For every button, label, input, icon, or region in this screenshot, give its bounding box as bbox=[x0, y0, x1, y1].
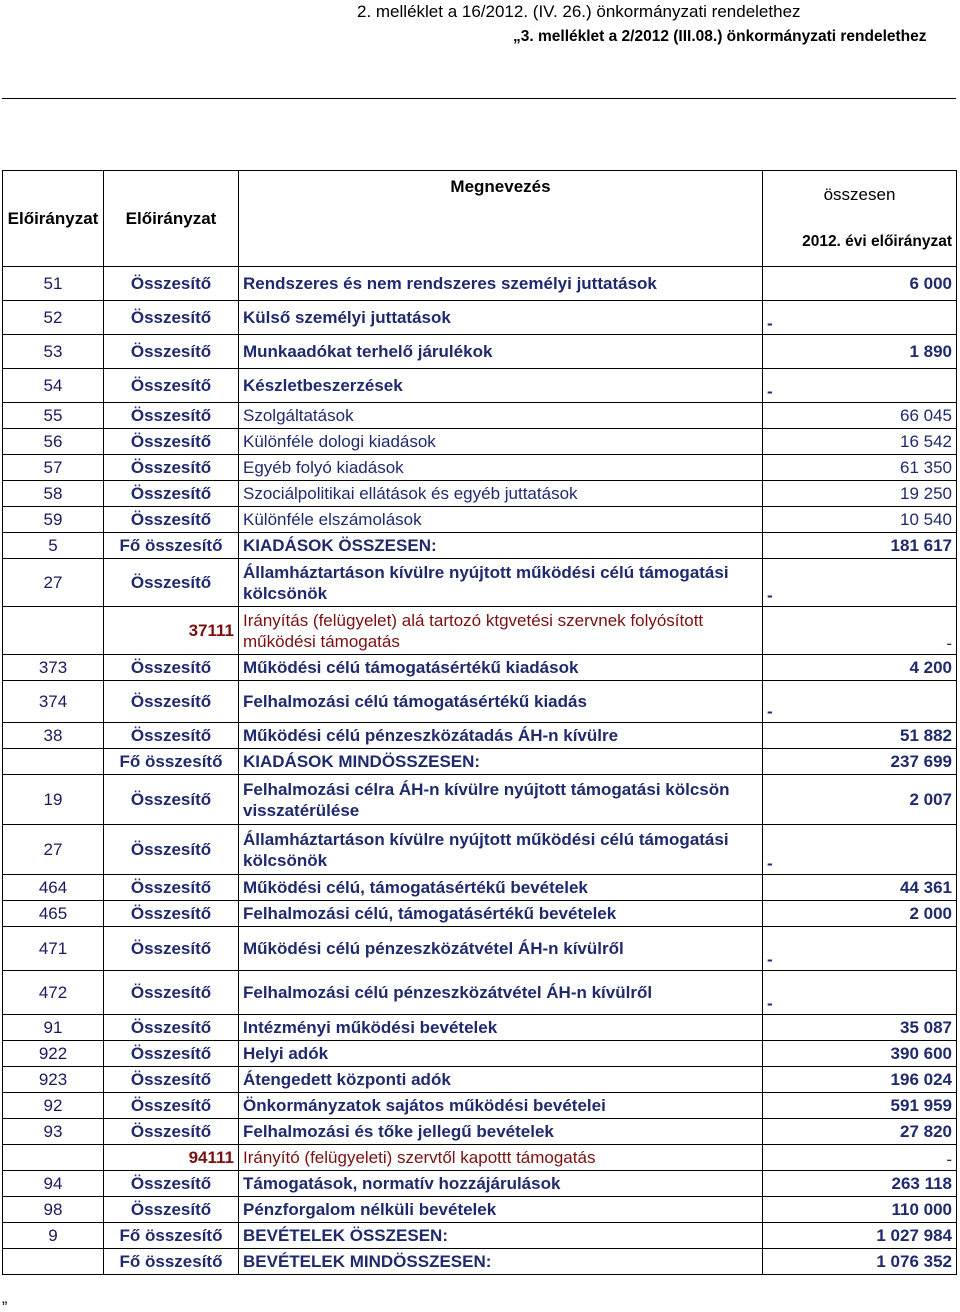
row-amount: - bbox=[763, 301, 957, 335]
row-amount: - bbox=[763, 1145, 957, 1171]
row-type: Összesítő bbox=[104, 1093, 239, 1119]
row-name: KIADÁSOK ÖSSZESEN: bbox=[239, 533, 763, 559]
row-amount: 66 045 bbox=[763, 403, 957, 429]
row-name: Szociálpolitikai ellátások és egyéb juttatások bbox=[239, 481, 763, 507]
row-name: Felhalmozási célra ÁH-n kívülre nyújtott támogatási kölcsön visszatérülése bbox=[239, 775, 763, 825]
row-code: 53 bbox=[3, 335, 104, 369]
row-type: Összesítő bbox=[104, 681, 239, 723]
table-row bbox=[3, 1041, 957, 1067]
row-code: 54 bbox=[3, 369, 104, 403]
row-code: 5 bbox=[3, 533, 104, 559]
table-row bbox=[3, 1067, 957, 1093]
row-code: 98 bbox=[3, 1197, 104, 1223]
table-row bbox=[3, 681, 957, 723]
row-code: 465 bbox=[3, 901, 104, 927]
row-type: Összesítő bbox=[104, 1041, 239, 1067]
row-amount: - bbox=[763, 607, 957, 655]
row-code: 27 bbox=[3, 825, 104, 875]
row-code bbox=[3, 1249, 104, 1275]
table-row bbox=[3, 655, 957, 681]
row-amount: 110 000 bbox=[763, 1197, 957, 1223]
table-row bbox=[3, 927, 957, 971]
row-code: 471 bbox=[3, 927, 104, 971]
row-code: 58 bbox=[3, 481, 104, 507]
row-amount: 2 000 bbox=[763, 901, 957, 927]
row-name: Irányítás (felügyelet) alá tartozó ktgvetési szervnek folyósított működési támogatás bbox=[239, 607, 763, 655]
header-col-type: Előirányzat bbox=[104, 171, 239, 267]
row-name: Rendszeres és nem rendszeres személyi juttatások bbox=[239, 267, 763, 301]
row-name: Pénzforgalom nélküli bevételek bbox=[239, 1197, 763, 1223]
row-amount: 1 076 352 bbox=[763, 1249, 957, 1275]
row-name: Munkaadókat terhelő járulékok bbox=[239, 335, 763, 369]
table-row bbox=[3, 429, 957, 455]
row-type: Összesítő bbox=[104, 927, 239, 971]
row-type: Összesítő bbox=[104, 723, 239, 749]
row-type: Fő összesítő bbox=[104, 533, 239, 559]
row-type: Összesítő bbox=[104, 655, 239, 681]
row-amount: 2 007 bbox=[763, 775, 957, 825]
row-type: Összesítő bbox=[104, 335, 239, 369]
header-col-name: Megnevezés bbox=[239, 171, 763, 267]
row-type: Összesítő bbox=[104, 369, 239, 403]
row-amount: 1 890 bbox=[763, 335, 957, 369]
table-row bbox=[3, 301, 957, 335]
row-amount: 4 200 bbox=[763, 655, 957, 681]
row-amount: - bbox=[763, 559, 957, 607]
row-name: Felhalmozási célú támogatásértékű kiadás bbox=[239, 681, 763, 723]
header-col-year: 2012. évi előirányzat bbox=[763, 219, 957, 267]
row-code: 27 bbox=[3, 559, 104, 607]
row-amount: 196 024 bbox=[763, 1067, 957, 1093]
row-type: Összesítő bbox=[104, 1119, 239, 1145]
row-amount: - bbox=[763, 927, 957, 971]
header-col-total: összesen bbox=[763, 171, 957, 219]
row-code: 92 bbox=[3, 1093, 104, 1119]
table-row bbox=[3, 481, 957, 507]
row-code: 91 bbox=[3, 1015, 104, 1041]
row-name: Államháztartáson kívülre nyújtott működési célú támogatási kölcsönök bbox=[239, 825, 763, 875]
row-name: Különféle elszámolások bbox=[239, 507, 763, 533]
header-col-code: Előirányzat bbox=[3, 171, 104, 267]
row-amount: 27 820 bbox=[763, 1119, 957, 1145]
row-name: Felhalmozási célú, támogatásértékű bevételek bbox=[239, 901, 763, 927]
row-amount: 390 600 bbox=[763, 1041, 957, 1067]
row-code: 51 bbox=[3, 267, 104, 301]
row-name: Intézményi működési bevételek bbox=[239, 1015, 763, 1041]
row-name: Működési célú, támogatásértékű bevételek bbox=[239, 875, 763, 901]
row-type: Összesítő bbox=[104, 875, 239, 901]
row-type: Összesítő bbox=[104, 901, 239, 927]
row-amount: - bbox=[763, 369, 957, 403]
row-amount: 61 350 bbox=[763, 455, 957, 481]
row-amount: 19 250 bbox=[763, 481, 957, 507]
header-rule bbox=[2, 98, 956, 99]
row-amount: 44 361 bbox=[763, 875, 957, 901]
row-code: 923 bbox=[3, 1067, 104, 1093]
row-code bbox=[3, 1145, 104, 1171]
row-type: Összesítő bbox=[104, 403, 239, 429]
row-name: Önkormányzatok sajátos működési bevételei bbox=[239, 1093, 763, 1119]
row-type: Összesítő bbox=[104, 775, 239, 825]
row-amount: - bbox=[763, 971, 957, 1015]
row-name: Átengedett központi adók bbox=[239, 1067, 763, 1093]
table-row bbox=[3, 1093, 957, 1119]
table-row bbox=[3, 533, 957, 559]
row-name: KIADÁSOK MINDÖSSZESEN: bbox=[239, 749, 763, 775]
row-name: Működési célú pénzeszközátvétel ÁH-n kívülről bbox=[239, 927, 763, 971]
row-type: 94111 bbox=[104, 1145, 239, 1171]
row-amount: 35 087 bbox=[763, 1015, 957, 1041]
row-type: Összesítő bbox=[104, 1015, 239, 1041]
table-row bbox=[3, 775, 957, 825]
row-name: Helyi adók bbox=[239, 1041, 763, 1067]
row-type: Fő összesítő bbox=[104, 1249, 239, 1275]
row-type: Összesítő bbox=[104, 301, 239, 335]
table-row bbox=[3, 607, 957, 655]
row-amount: - bbox=[763, 825, 957, 875]
budget-table bbox=[2, 170, 957, 1275]
row-type: Összesítő bbox=[104, 1067, 239, 1093]
table-row bbox=[3, 267, 957, 301]
annex-subtitle: „3. melléklet a 2/2012 (III.08.) önkormányzati rendelethez bbox=[513, 28, 927, 45]
row-name: Felhalmozási célú pénzeszközátvétel ÁH-n kívülről bbox=[239, 971, 763, 1015]
table-row bbox=[3, 403, 957, 429]
row-name: Egyéb folyó kiadások bbox=[239, 455, 763, 481]
row-code: 374 bbox=[3, 681, 104, 723]
row-type: Összesítő bbox=[104, 559, 239, 607]
table-row bbox=[3, 901, 957, 927]
row-name: Készletbeszerzések bbox=[239, 369, 763, 403]
row-type: Összesítő bbox=[104, 1197, 239, 1223]
row-code: 52 bbox=[3, 301, 104, 335]
row-name: Külső személyi juttatások bbox=[239, 301, 763, 335]
row-type: Összesítő bbox=[104, 971, 239, 1015]
row-name: Irányító (felügyeleti) szervtől kapottt támogatás bbox=[239, 1145, 763, 1171]
table-row bbox=[3, 1197, 957, 1223]
table-row bbox=[3, 507, 957, 533]
row-amount: 181 617 bbox=[763, 533, 957, 559]
row-amount: 263 118 bbox=[763, 1171, 957, 1197]
row-type: Összesítő bbox=[104, 429, 239, 455]
row-code: 373 bbox=[3, 655, 104, 681]
row-type: Összesítő bbox=[104, 1171, 239, 1197]
row-name: Működési célú pénzeszközátadás ÁH-n kívülre bbox=[239, 723, 763, 749]
row-code bbox=[3, 607, 104, 655]
row-amount: 591 959 bbox=[763, 1093, 957, 1119]
row-name: Államháztartáson kívülre nyújtott működési célú támogatási kölcsönök bbox=[239, 559, 763, 607]
row-code: 19 bbox=[3, 775, 104, 825]
row-amount: 51 882 bbox=[763, 723, 957, 749]
table-row bbox=[3, 369, 957, 403]
row-type: Fő összesítő bbox=[104, 1223, 239, 1249]
row-amount: 16 542 bbox=[763, 429, 957, 455]
row-name: Szolgáltatások bbox=[239, 403, 763, 429]
row-code: 922 bbox=[3, 1041, 104, 1067]
table-row bbox=[3, 1015, 957, 1041]
row-amount: 6 000 bbox=[763, 267, 957, 301]
row-name: Támogatások, normatív hozzájárulások bbox=[239, 1171, 763, 1197]
row-code: 59 bbox=[3, 507, 104, 533]
row-amount: 237 699 bbox=[763, 749, 957, 775]
table-row bbox=[3, 1223, 957, 1249]
row-type: Összesítő bbox=[104, 455, 239, 481]
row-code: 472 bbox=[3, 971, 104, 1015]
row-code: 94 bbox=[3, 1171, 104, 1197]
table-row bbox=[3, 1145, 957, 1171]
row-name: Felhalmozási és tőke jellegű bevételek bbox=[239, 1119, 763, 1145]
table-row bbox=[3, 335, 957, 369]
row-amount: - bbox=[763, 681, 957, 723]
table-row bbox=[3, 1119, 957, 1145]
table-row bbox=[3, 875, 957, 901]
table-row bbox=[3, 723, 957, 749]
table-row bbox=[3, 1171, 957, 1197]
table-row bbox=[3, 971, 957, 1015]
row-code: 38 bbox=[3, 723, 104, 749]
row-type: Összesítő bbox=[104, 267, 239, 301]
table-row bbox=[3, 559, 957, 607]
row-type: 37111 bbox=[104, 607, 239, 655]
table-row bbox=[3, 1249, 957, 1275]
row-amount: 1 027 984 bbox=[763, 1223, 957, 1249]
row-code: 55 bbox=[3, 403, 104, 429]
row-name: Különféle dologi kiadások bbox=[239, 429, 763, 455]
row-type: Összesítő bbox=[104, 825, 239, 875]
row-amount: 10 540 bbox=[763, 507, 957, 533]
table-row bbox=[3, 455, 957, 481]
row-type: Összesítő bbox=[104, 481, 239, 507]
closing-quote: „ bbox=[2, 1290, 8, 1307]
row-code bbox=[3, 749, 104, 775]
table-header-row bbox=[3, 171, 957, 219]
table-row bbox=[3, 825, 957, 875]
table-row bbox=[3, 749, 957, 775]
row-name: BEVÉTELEK ÖSSZESEN: bbox=[239, 1223, 763, 1249]
row-code: 464 bbox=[3, 875, 104, 901]
row-code: 93 bbox=[3, 1119, 104, 1145]
row-type: Összesítő bbox=[104, 507, 239, 533]
annex-title: 2. melléklet a 16/2012. (IV. 26.) önkormányzati rendelethez bbox=[357, 2, 801, 21]
row-name: BEVÉTELEK MINDÖSSZESEN: bbox=[239, 1249, 763, 1275]
row-name: Működési célú támogatásértékű kiadások bbox=[239, 655, 763, 681]
row-code: 56 bbox=[3, 429, 104, 455]
row-code: 9 bbox=[3, 1223, 104, 1249]
row-type: Fő összesítő bbox=[104, 749, 239, 775]
row-code: 57 bbox=[3, 455, 104, 481]
